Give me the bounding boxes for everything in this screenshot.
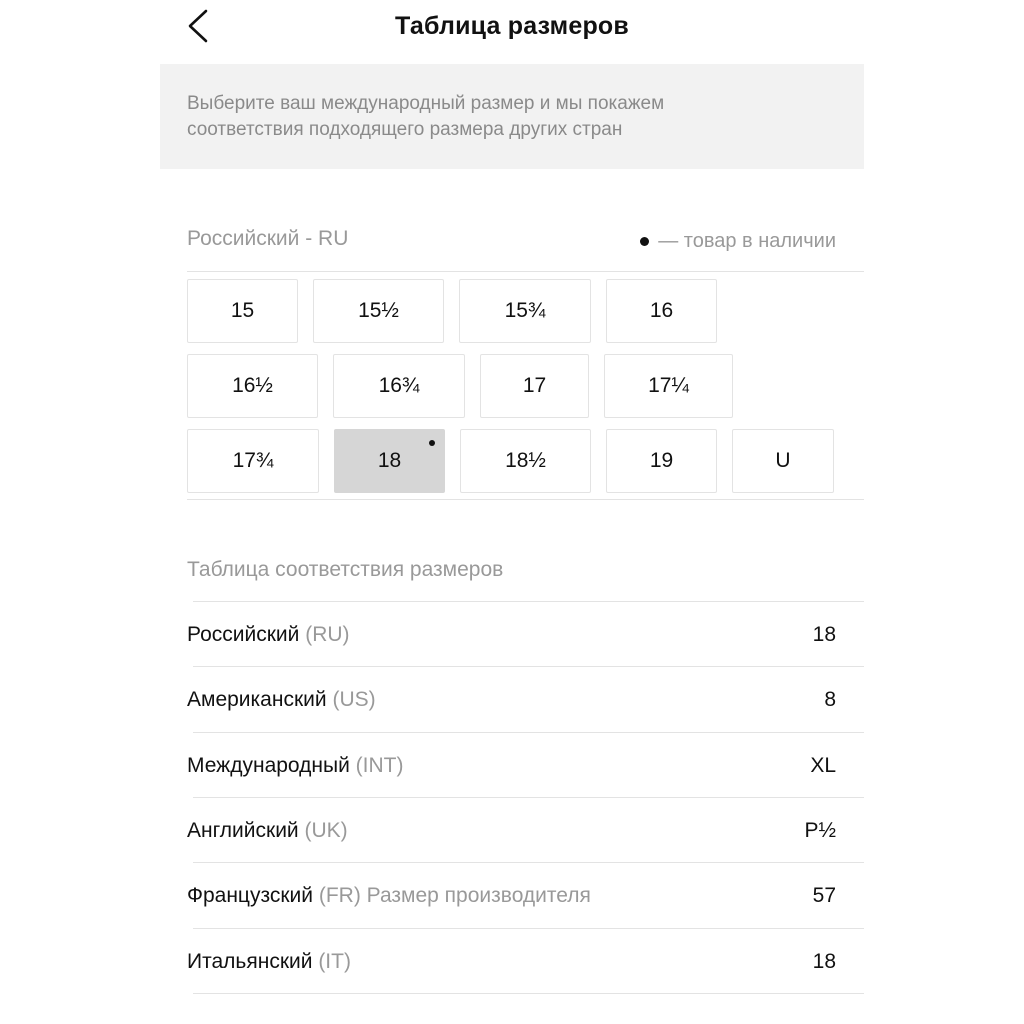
size-option[interactable]: 18½ xyxy=(460,429,591,493)
size-option[interactable]: U xyxy=(732,429,834,493)
row-label xyxy=(187,950,351,974)
correspondence-row xyxy=(187,798,864,863)
size-option[interactable]: 16½ xyxy=(187,354,318,418)
info-text-line1: Выберите ваш международный размер и мы покажем xyxy=(187,93,665,114)
size-value: P½ xyxy=(804,818,836,842)
stock-legend-label: — товар в наличии xyxy=(658,230,836,252)
country-name: Французский xyxy=(187,883,313,907)
size-option-label: 18 xyxy=(377,449,402,472)
size-value: 8 xyxy=(824,687,836,711)
page-title: Таблица размеров xyxy=(395,12,629,40)
info-text-line2: соответствия подходящего размера других стран xyxy=(187,119,623,140)
row-label xyxy=(187,819,348,843)
size-option[interactable]: 17¼ xyxy=(604,354,733,418)
country-name: Итальянский xyxy=(187,949,313,973)
country-code: (US) xyxy=(332,687,376,711)
divider xyxy=(193,993,864,994)
country-code: (IT) xyxy=(318,949,351,973)
country-name: Международный xyxy=(187,753,350,777)
manufacturer-size-note: Размер производителя xyxy=(366,883,591,907)
country-code: (UK) xyxy=(304,818,348,842)
size-option[interactable]: 15½ xyxy=(313,279,444,343)
size-option[interactable]: 17 xyxy=(480,354,589,418)
size-option-selected[interactable] xyxy=(334,429,445,493)
info-banner xyxy=(160,64,864,169)
country-name: Американский xyxy=(187,687,327,711)
correspondence-row xyxy=(187,733,864,798)
size-option[interactable]: 15 xyxy=(187,279,298,343)
row-label xyxy=(187,623,350,647)
correspondence-row xyxy=(187,667,864,732)
size-option[interactable]: 16 xyxy=(606,279,717,343)
size-section-header xyxy=(187,227,864,257)
row-label xyxy=(187,884,591,908)
country-code: (FR) xyxy=(318,883,361,907)
header-bar xyxy=(0,0,1024,60)
row-label xyxy=(187,754,404,778)
row-label xyxy=(187,688,376,712)
size-option[interactable]: 16¾ xyxy=(333,354,465,418)
stock-dot-icon xyxy=(640,237,649,246)
correspondence-row xyxy=(187,929,864,994)
size-value: XL xyxy=(810,753,836,777)
divider xyxy=(187,271,864,272)
correspondence-row xyxy=(187,863,864,928)
divider xyxy=(187,499,864,500)
country-name: Российский xyxy=(187,622,300,646)
size-option[interactable]: 19 xyxy=(606,429,717,493)
size-value: 18 xyxy=(812,949,836,973)
country-code: (INT) xyxy=(355,753,404,777)
size-value: 18 xyxy=(812,622,836,646)
size-value: 57 xyxy=(812,883,836,907)
in-stock-dot-icon xyxy=(429,440,435,446)
stock-legend xyxy=(640,230,836,253)
correspondence-row xyxy=(187,602,864,667)
size-system-title: Российский - RU xyxy=(187,227,349,250)
correspondence-title: Таблица соответствия размеров xyxy=(187,558,504,581)
country-code: (RU) xyxy=(305,622,350,646)
size-option[interactable]: 15¾ xyxy=(459,279,591,343)
size-option[interactable]: 17¾ xyxy=(187,429,319,493)
country-name: Английский xyxy=(187,818,299,842)
